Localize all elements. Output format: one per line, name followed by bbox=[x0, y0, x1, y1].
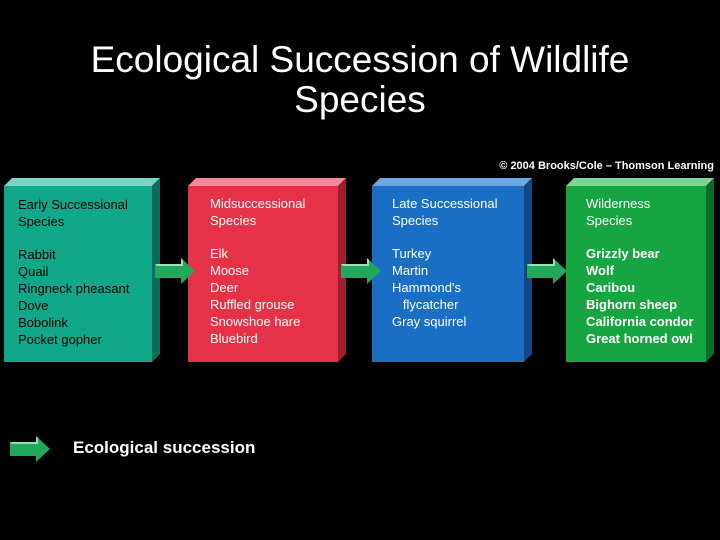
species-item: Bobolink bbox=[18, 315, 68, 330]
species-item: Pocket gopher bbox=[18, 332, 102, 347]
box-top-face bbox=[566, 178, 714, 186]
arrow-highlight bbox=[527, 258, 555, 266]
species-item: Martin bbox=[392, 263, 429, 278]
species-item: Quail bbox=[18, 264, 49, 279]
species-item: Elk bbox=[210, 246, 229, 261]
stage-heading bbox=[392, 195, 524, 229]
species-item: Moose bbox=[210, 263, 250, 278]
box-side-face bbox=[706, 178, 714, 362]
stage-box-early bbox=[4, 178, 160, 362]
arrow-body bbox=[341, 258, 381, 284]
species-item: Dove bbox=[18, 298, 49, 313]
arrow-highlight bbox=[341, 258, 369, 266]
species-item: Caribou bbox=[586, 280, 636, 295]
species-item: Bluebird bbox=[210, 331, 258, 346]
stage-heading-line-2: Species bbox=[210, 213, 257, 228]
copyright-credit: © 2004 Brooks/Cole – Thomson Learning bbox=[499, 160, 714, 172]
stage-box-wilderness bbox=[566, 178, 714, 362]
species-item: Deer bbox=[210, 280, 239, 295]
page-title bbox=[0, 40, 720, 120]
species-item: Turkey bbox=[392, 246, 432, 261]
box-top-face bbox=[4, 178, 160, 186]
title-line-2: Species bbox=[294, 79, 426, 120]
box-top-face bbox=[372, 178, 532, 186]
stage-heading-line-1: Midsuccessional bbox=[210, 196, 306, 211]
succession-arrow-icon bbox=[527, 256, 569, 286]
species-item: Hammond's bbox=[392, 280, 461, 295]
stage-heading bbox=[18, 196, 152, 230]
species-item: Grizzly bear bbox=[586, 246, 660, 261]
succession-arrow-icon bbox=[155, 256, 197, 286]
species-item: Wolf bbox=[586, 263, 614, 278]
stage-box-late bbox=[372, 178, 532, 362]
species-item: Bighorn sheep bbox=[586, 297, 678, 312]
stage-heading bbox=[210, 195, 338, 229]
stage-box-early-text bbox=[18, 196, 152, 348]
succession-arrow-icon bbox=[341, 256, 383, 286]
stage-box-mid-text bbox=[210, 195, 338, 347]
arrow-highlight bbox=[10, 436, 38, 444]
title-line-1: Ecological Succession of Wildlife bbox=[90, 39, 630, 80]
stage-heading-line-2: Species bbox=[392, 213, 439, 228]
species-item: Snowshoe hare bbox=[210, 314, 301, 329]
legend-label: Ecological succession bbox=[73, 438, 256, 457]
arrow-body bbox=[155, 258, 195, 284]
stage-box-late-text bbox=[392, 195, 524, 330]
species-item: Gray squirrel bbox=[392, 314, 467, 329]
species-item: Ringneck pheasant bbox=[18, 281, 130, 296]
species-item: California condor bbox=[586, 314, 694, 329]
arrow-body bbox=[527, 258, 567, 284]
stage-heading-line-2: Species bbox=[586, 213, 633, 228]
stage-heading-line-2: Species bbox=[18, 214, 65, 229]
stage-heading-line-1: Wilderness bbox=[586, 196, 651, 211]
arrow-highlight bbox=[155, 258, 183, 266]
species-item: flycatcher bbox=[392, 297, 459, 312]
stage-heading bbox=[586, 195, 706, 229]
species-item: Rabbit bbox=[18, 247, 56, 262]
species-item: Ruffled grouse bbox=[210, 297, 295, 312]
stage-box-mid bbox=[188, 178, 346, 362]
legend-arrow-icon bbox=[10, 434, 52, 464]
arrow-body bbox=[10, 436, 50, 462]
species-item: Great horned owl bbox=[586, 331, 693, 346]
stage-heading-line-1: Early Successional bbox=[18, 197, 128, 212]
stage-heading-line-1: Late Successional bbox=[392, 196, 498, 211]
box-top-face bbox=[188, 178, 346, 186]
stage-box-wilderness-text bbox=[586, 195, 706, 347]
